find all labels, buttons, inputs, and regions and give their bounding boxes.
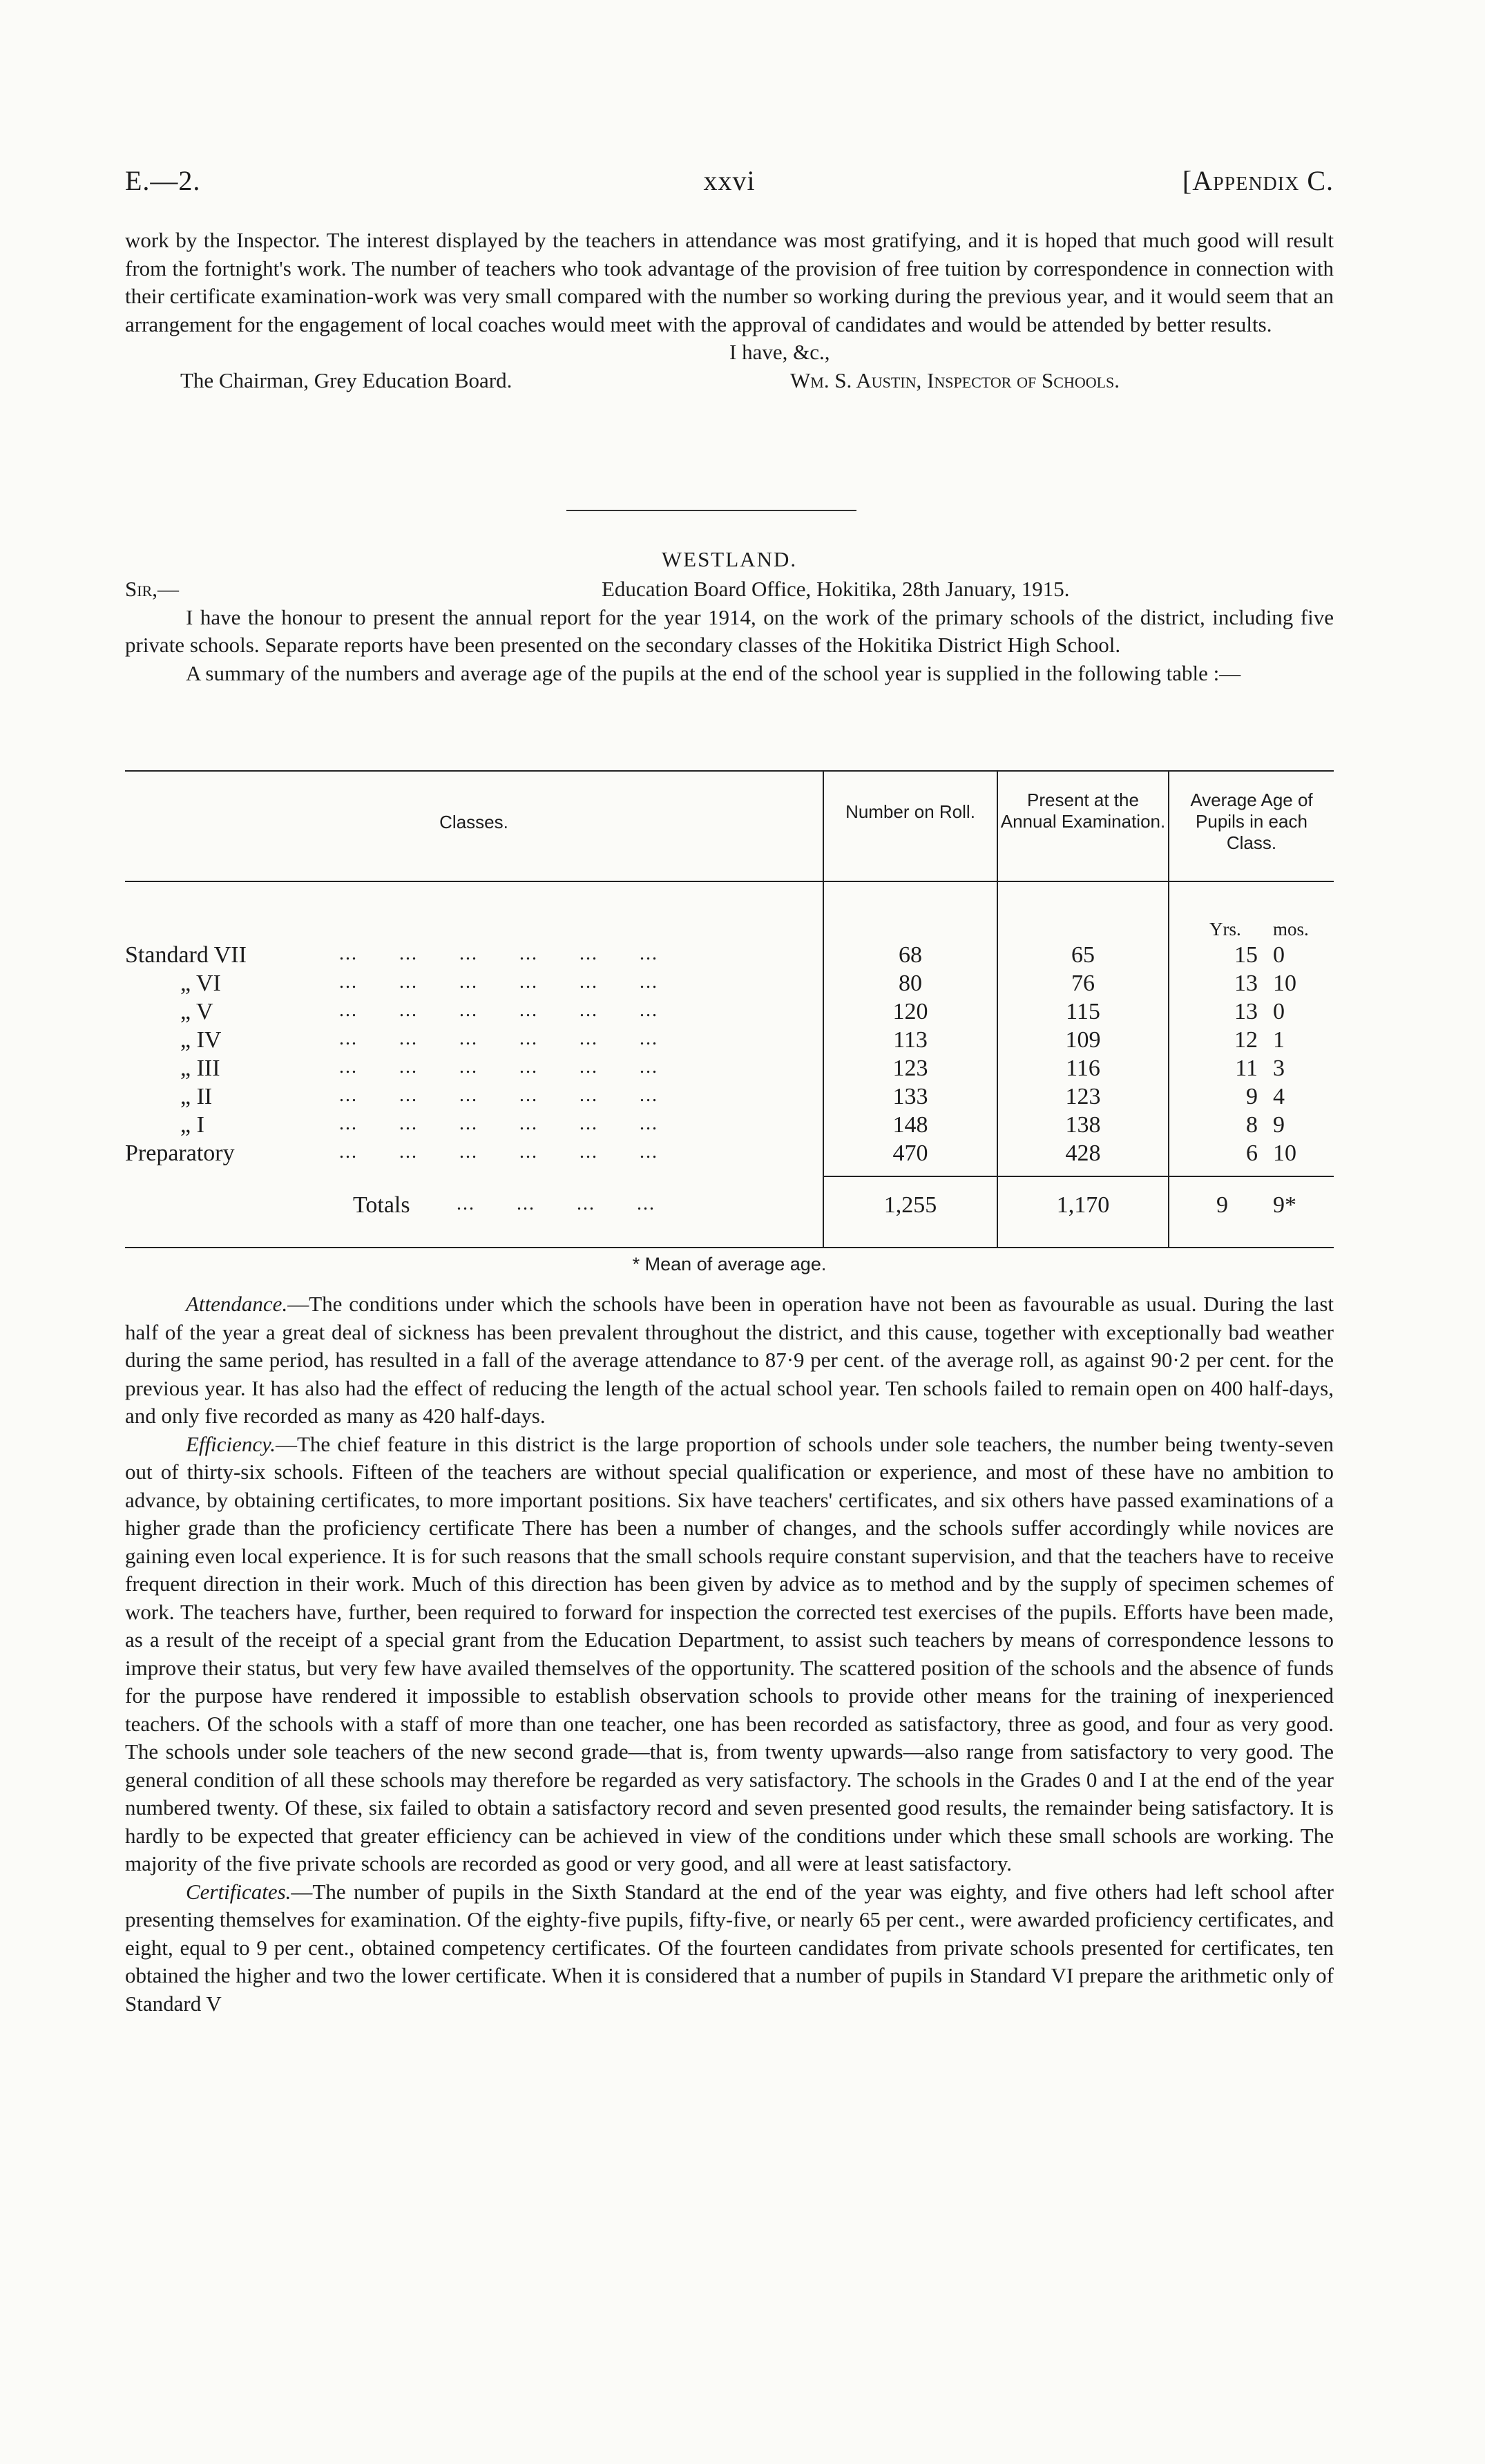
age-unit-yrs: Yrs.: [1209, 919, 1241, 939]
efficiency-heading: Efficiency.: [186, 1431, 276, 1456]
report-body: [125, 1290, 1334, 2018]
leader-dots: ... ... ... ... ... ...: [339, 1141, 658, 1163]
row-present: 123: [1065, 1084, 1101, 1109]
totals-present: 1,170: [1056, 1192, 1110, 1218]
age-unit-mos: mos.: [1273, 919, 1309, 939]
row-age-yrs: 13: [1234, 999, 1258, 1024]
header-present: Present at the Annual Examination.: [1000, 790, 1166, 832]
row-roll: 80: [899, 971, 922, 996]
table-footnote: * Mean of average age.: [632, 1254, 827, 1274]
row-age-mos: 0: [1273, 999, 1285, 1024]
row-roll: 123: [892, 1056, 928, 1081]
row-roll: 113: [893, 1027, 928, 1053]
row-age-mos: 9: [1273, 1112, 1285, 1138]
section-divider: [566, 510, 856, 511]
leader-dots: ... ... ... ... ... ...: [339, 971, 658, 993]
table-bottom-rule: [125, 1247, 1334, 1248]
row-class-label: „ VI: [180, 971, 221, 996]
row-class-label: „ II: [180, 1084, 213, 1109]
row-age-mos: 3: [1273, 1056, 1285, 1081]
row-age-mos: 0: [1273, 942, 1285, 968]
row-present: 428: [1065, 1140, 1101, 1166]
page-code: E.—2.: [125, 165, 201, 196]
grey-closing-paragraph: work by the Inspector. The interest displayed by the teachers in attendance was most gratifying, and it is hoped that much good will result from the fortnight's work. The number of teachers who took advantage of the provision of free tuition by correspondence in connection with their certificate examination-work was very small compared with the number so working during the previous year, and it would seem that an arrangement for the engagement of local coaches would meet with the approval of candidates and would be attended by better results.: [125, 228, 1334, 336]
row-present: 76: [1071, 971, 1095, 996]
addressee: The Chairman, Grey Education Board.: [180, 367, 512, 392]
summary-table: [125, 770, 1334, 1271]
row-present: 109: [1065, 1027, 1101, 1053]
row-age-yrs: 12: [1234, 1027, 1258, 1053]
row-age-yrs: 6: [1246, 1140, 1258, 1166]
row-class-label: Standard VII: [125, 942, 247, 968]
row-age-mos: 1: [1273, 1027, 1285, 1053]
table-top-rule: [125, 770, 1334, 772]
salutation: Sir,—: [125, 576, 179, 601]
row-class-label: „ I: [180, 1112, 204, 1138]
row-present: 116: [1066, 1056, 1100, 1081]
attendance-paragraph: [125, 1290, 1334, 1431]
row-class-label: „ IV: [180, 1027, 222, 1053]
intro-paragraph: I have the honour to present the annual report for the year 1914, on the work of the primary schools of the district, including five private schools. Separate reports have been presented on the secondary classes of the Hokitika District High School.: [125, 604, 1334, 657]
row-age-mos: 4: [1273, 1084, 1285, 1109]
leader-dots: ... ... ... ... ... ...: [339, 943, 658, 964]
table-intro: A summary of the numbers and average age of the pupils at the end of the school year is supplied in the following table :—: [186, 660, 1241, 685]
row-age-yrs: 11: [1235, 1056, 1258, 1081]
totals-yrs: 9: [1216, 1192, 1228, 1218]
row-roll: 470: [892, 1140, 928, 1166]
header-age: Average Age of Pupils in each Class.: [1190, 790, 1313, 853]
header-roll: Number on Roll.: [845, 801, 975, 822]
leader-dots: ... ... ... ... ... ...: [339, 1056, 658, 1078]
row-age-yrs: 13: [1234, 971, 1258, 996]
leader-dots: ... ... ... ... ... ...: [339, 1113, 658, 1134]
section-title: WESTLAND.: [661, 547, 798, 571]
sign-off: I have, &c.,: [729, 340, 830, 364]
row-class-label: Preparatory: [125, 1140, 235, 1166]
row-class-label: „ V: [180, 999, 213, 1024]
totals-mos: 9*: [1273, 1192, 1296, 1218]
header-classes: Classes.: [439, 812, 508, 832]
row-age-mos: 10: [1273, 1140, 1296, 1166]
row-age-yrs: 15: [1234, 942, 1258, 968]
leader-dots: ... ... ... ... ... ...: [339, 1000, 658, 1021]
efficiency-paragraph: [125, 1431, 1334, 1878]
leader-dots: ... ... ... ... ... ...: [339, 1028, 658, 1049]
appendix-label: [Appendix C.: [1182, 165, 1334, 196]
totals-leader-dots: ... ... ... ...: [457, 1193, 655, 1214]
row-age-yrs: 9: [1246, 1084, 1258, 1109]
page-number: xxvi: [703, 165, 756, 196]
certificates-heading: Certificates.: [186, 1879, 291, 1904]
signatory: Wm. S. Austin, Inspector of Schools.: [790, 367, 1120, 392]
row-roll: 148: [892, 1112, 928, 1138]
running-header: [125, 164, 1334, 206]
attendance-text: —The conditions under which the schools have been in operation have not been as favourable as usual. During the last half of the year a great deal of sickness has been prevalent throughout the district, and this cause, together with exceptionally bad weather during the same period, has resulted in a fall of the average attendance to 87·9 per cent. of the average roll, as against 90·2 per cent. for the previous year. It has also had the effect of reducing the length of the actual school year. Ten schools failed to remain open on 400 half-days, and only five recorded as many as 420 half-days.: [125, 1292, 1334, 1428]
westland-report-intro: [125, 546, 1334, 687]
attendance-heading: Attendance.: [186, 1292, 288, 1316]
row-age-yrs: 8: [1246, 1112, 1258, 1138]
totals-roll: 1,255: [883, 1192, 937, 1218]
dateline: Education Board Office, Hokitika, 28th January, 1915.: [602, 576, 1070, 601]
row-roll: 68: [899, 942, 922, 968]
leader-dots: ... ... ... ... ... ...: [339, 1085, 658, 1106]
row-present: 138: [1065, 1112, 1101, 1138]
row-age-mos: 10: [1273, 971, 1296, 996]
certificates-paragraph: [125, 1878, 1334, 2018]
totals-label: Totals: [353, 1192, 410, 1218]
efficiency-text: —The chief feature in this district is the large proportion of schools under sole teachers, the number being twenty-seven out of thirty-six schools. Fifteen of the teachers are without special qualification or experience, and most of these have no ambition to advance, by obtaining certificates, to more important positions. Six have teachers' certificates, and six others have passed examinations of a higher grade than the proficiency certificate There has been a number of changes, and the schools suffer accordingly while novices are gaining even local experience. It is for such reasons that the small schools require constant supervision, and that the teachers have to receive frequent direction in their work. Much of this direction has been given by advice as to method and by the supply of specimen schemes of work. The teachers have, further, been required to forward for inspection the corrected test exercises of the pupils. Efforts have been made, as a result of the receipt of a special grant from the Education Department, to assist such teachers by means of correspondence lessons to improve their status, but very few have availed themselves of the opportunity. The scattered position of the schools and the absence of funds for the purpose have rendered it impossible to establish observation schools to provide other means for the training of inexperienced teachers. Of the schools with a staff of more than one teacher, one has been recorded as satisfactory, three as good, and four as very good. The schools under sole teachers of the new second grade—that is, from twenty upwards—also range from satisfactory to very good. The general condition of all these schools may therefore be regarded as very satisfactory. The schools in the Grades 0 and I at the end of the year numbered twenty. Of these, six failed to obtain a satisfactory record and seven presented good results, the remainder being satisfactory. It is hardly to be expected that greater efficiency can be achieved in view of the conditions under which these small schools are working. The majority of the five private schools are recorded as good or very good, and all were at least satisfactory.: [125, 1431, 1334, 1875]
grey-report-closing: [125, 227, 1334, 396]
row-roll: 133: [892, 1084, 928, 1109]
totals-rule: [824, 1176, 1334, 1177]
table-header-rule: [125, 881, 1334, 882]
row-roll: 120: [892, 999, 928, 1024]
certificates-text: —The number of pupils in the Sixth Standard at the end of the year was eighty, and five others had left school after presenting themselves for examination. Of the eighty-five pupils, fifty-five, or nearly 65 per cent., were awarded proficiency certificates, and eight, equal to 9 per cent., obtained competency certificates. Of the fourteen candidates from private schools presented for certificates, ten obtained the higher and two the lower certificate. When it is considered that a number of pupils in Standard VI prepare the arithmetic only of Standard V: [125, 1879, 1334, 2016]
row-class-label: „ III: [180, 1056, 220, 1081]
row-present: 65: [1071, 942, 1095, 968]
row-present: 115: [1066, 999, 1100, 1024]
